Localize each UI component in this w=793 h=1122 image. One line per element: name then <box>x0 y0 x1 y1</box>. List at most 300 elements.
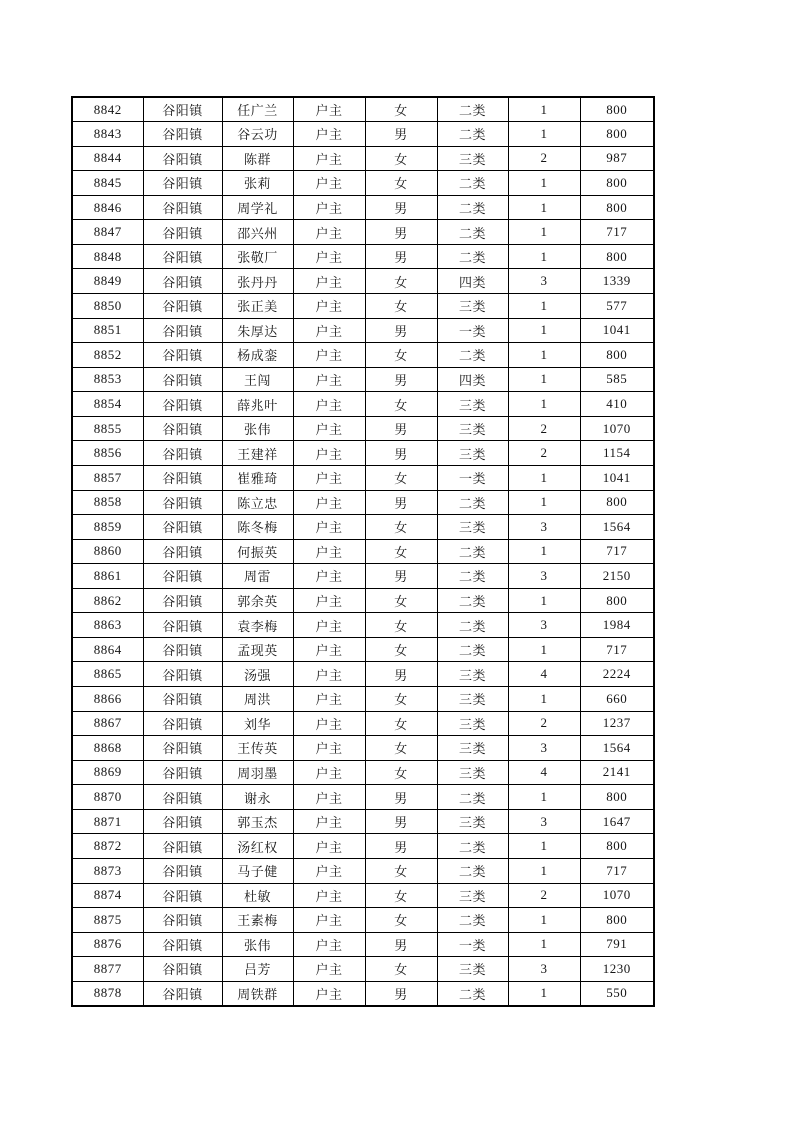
table-row <box>72 539 654 564</box>
table-cell-name: 周学礼 <box>222 195 293 220</box>
table-cell-category: 二类 <box>437 122 508 147</box>
table-cell-amount: 791 <box>580 932 654 957</box>
table-row <box>72 294 654 319</box>
table-row <box>72 465 654 490</box>
table-cell-person-count: 1 <box>508 490 580 515</box>
table-cell-serial-number: 8855 <box>72 416 143 441</box>
table-sheet <box>71 96 655 1007</box>
table-cell-relation-to-head: 户主 <box>293 195 365 220</box>
table-cell-person-count: 3 <box>508 515 580 540</box>
table-cell-relation-to-head: 户主 <box>293 490 365 515</box>
table-cell-category: 二类 <box>437 613 508 638</box>
table-cell-town: 谷阳镇 <box>143 637 222 662</box>
table-cell-amount: 2150 <box>580 564 654 589</box>
table-cell-name: 袁李梅 <box>222 613 293 638</box>
table-cell-relation-to-head: 户主 <box>293 834 365 859</box>
table-cell-amount: 2224 <box>580 662 654 687</box>
table-cell-gender: 男 <box>365 662 437 687</box>
table-cell-category: 二类 <box>437 97 508 122</box>
table-cell-person-count: 3 <box>508 809 580 834</box>
table-cell-category: 四类 <box>437 367 508 392</box>
table-cell-relation-to-head: 户主 <box>293 588 365 613</box>
table-cell-gender: 女 <box>365 539 437 564</box>
table-row <box>72 564 654 589</box>
table-row <box>72 441 654 466</box>
table-cell-amount: 800 <box>580 834 654 859</box>
table-row <box>72 613 654 638</box>
table-cell-town: 谷阳镇 <box>143 343 222 368</box>
table-cell-amount: 800 <box>580 908 654 933</box>
table-cell-town: 谷阳镇 <box>143 294 222 319</box>
table-cell-name: 任广兰 <box>222 97 293 122</box>
table-cell-serial-number: 8860 <box>72 539 143 564</box>
table-cell-relation-to-head: 户主 <box>293 318 365 343</box>
table-cell-relation-to-head: 户主 <box>293 220 365 245</box>
table-row <box>72 637 654 662</box>
table-cell-amount: 1230 <box>580 957 654 982</box>
table-cell-gender: 男 <box>365 809 437 834</box>
table-cell-category: 二类 <box>437 588 508 613</box>
table-row <box>72 392 654 417</box>
table-cell-relation-to-head: 户主 <box>293 662 365 687</box>
table-cell-relation-to-head: 户主 <box>293 981 365 1006</box>
table-cell-name: 张正美 <box>222 294 293 319</box>
table-row <box>72 662 654 687</box>
table-row <box>72 809 654 834</box>
table-cell-amount: 800 <box>580 785 654 810</box>
table-cell-category: 三类 <box>437 957 508 982</box>
table-cell-name: 马子健 <box>222 858 293 883</box>
table-row <box>72 834 654 859</box>
table-cell-category: 三类 <box>437 416 508 441</box>
table-cell-gender: 女 <box>365 760 437 785</box>
table-cell-gender: 女 <box>365 294 437 319</box>
household-subsidy-table <box>71 96 655 1007</box>
table-cell-town: 谷阳镇 <box>143 564 222 589</box>
table-cell-category: 一类 <box>437 465 508 490</box>
table-row <box>72 687 654 712</box>
table-cell-name: 吕芳 <box>222 957 293 982</box>
table-cell-town: 谷阳镇 <box>143 908 222 933</box>
table-cell-category: 二类 <box>437 220 508 245</box>
table-cell-person-count: 3 <box>508 613 580 638</box>
table-cell-category: 三类 <box>437 809 508 834</box>
table-cell-relation-to-head: 户主 <box>293 613 365 638</box>
table-cell-person-count: 1 <box>508 97 580 122</box>
table-cell-person-count: 4 <box>508 760 580 785</box>
table-cell-serial-number: 8845 <box>72 171 143 196</box>
table-cell-amount: 2141 <box>580 760 654 785</box>
table-cell-serial-number: 8854 <box>72 392 143 417</box>
table-cell-relation-to-head: 户主 <box>293 809 365 834</box>
table-row <box>72 367 654 392</box>
table-cell-serial-number: 8875 <box>72 908 143 933</box>
table-cell-relation-to-head: 户主 <box>293 564 365 589</box>
table-cell-relation-to-head: 户主 <box>293 343 365 368</box>
table-cell-serial-number: 8858 <box>72 490 143 515</box>
table-cell-name: 崔雅琦 <box>222 465 293 490</box>
table-cell-town: 谷阳镇 <box>143 613 222 638</box>
table-cell-person-count: 3 <box>508 957 580 982</box>
table-row <box>72 343 654 368</box>
table-cell-serial-number: 8847 <box>72 220 143 245</box>
table-cell-gender: 女 <box>365 687 437 712</box>
table-cell-category: 二类 <box>437 195 508 220</box>
table-cell-person-count: 1 <box>508 908 580 933</box>
table-cell-serial-number: 8848 <box>72 244 143 269</box>
table-cell-town: 谷阳镇 <box>143 97 222 122</box>
table-cell-serial-number: 8857 <box>72 465 143 490</box>
table-cell-town: 谷阳镇 <box>143 465 222 490</box>
table-cell-gender: 男 <box>365 122 437 147</box>
table-cell-category: 三类 <box>437 662 508 687</box>
table-cell-category: 二类 <box>437 343 508 368</box>
table-row <box>72 146 654 171</box>
table-cell-town: 谷阳镇 <box>143 687 222 712</box>
table-cell-town: 谷阳镇 <box>143 760 222 785</box>
table-cell-relation-to-head: 户主 <box>293 244 365 269</box>
table-cell-gender: 女 <box>365 269 437 294</box>
table-cell-name: 陈群 <box>222 146 293 171</box>
table-cell-town: 谷阳镇 <box>143 269 222 294</box>
table-cell-amount: 987 <box>580 146 654 171</box>
table-cell-amount: 1237 <box>580 711 654 736</box>
table-cell-serial-number: 8863 <box>72 613 143 638</box>
table-cell-name: 王素梅 <box>222 908 293 933</box>
table-cell-gender: 男 <box>365 490 437 515</box>
table-row <box>72 318 654 343</box>
table-cell-town: 谷阳镇 <box>143 809 222 834</box>
table-cell-person-count: 1 <box>508 392 580 417</box>
table-cell-relation-to-head: 户主 <box>293 711 365 736</box>
table-cell-category: 三类 <box>437 146 508 171</box>
table-cell-person-count: 1 <box>508 834 580 859</box>
table-row <box>72 711 654 736</box>
table-cell-serial-number: 8852 <box>72 343 143 368</box>
table-cell-amount: 577 <box>580 294 654 319</box>
table-cell-category: 二类 <box>437 908 508 933</box>
table-cell-person-count: 1 <box>508 220 580 245</box>
table-cell-relation-to-head: 户主 <box>293 269 365 294</box>
table-cell-town: 谷阳镇 <box>143 711 222 736</box>
table-cell-relation-to-head: 户主 <box>293 637 365 662</box>
table-cell-category: 三类 <box>437 294 508 319</box>
table-cell-relation-to-head: 户主 <box>293 515 365 540</box>
table-cell-amount: 1041 <box>580 465 654 490</box>
table-cell-serial-number: 8871 <box>72 809 143 834</box>
table-cell-gender: 男 <box>365 416 437 441</box>
table-cell-serial-number: 8865 <box>72 662 143 687</box>
table-cell-amount: 717 <box>580 637 654 662</box>
table-cell-gender: 女 <box>365 736 437 761</box>
table-cell-gender: 男 <box>365 220 437 245</box>
table-row <box>72 220 654 245</box>
table-cell-person-count: 1 <box>508 122 580 147</box>
table-cell-gender: 女 <box>365 343 437 368</box>
table-cell-category: 二类 <box>437 171 508 196</box>
table-cell-gender: 女 <box>365 171 437 196</box>
table-cell-relation-to-head: 户主 <box>293 957 365 982</box>
table-cell-person-count: 1 <box>508 539 580 564</box>
table-cell-amount: 1070 <box>580 883 654 908</box>
table-cell-amount: 585 <box>580 367 654 392</box>
table-cell-gender: 女 <box>365 957 437 982</box>
table-cell-category: 二类 <box>437 858 508 883</box>
table-cell-category: 三类 <box>437 760 508 785</box>
table-row <box>72 416 654 441</box>
table-cell-gender: 男 <box>365 785 437 810</box>
table-cell-category: 二类 <box>437 981 508 1006</box>
table-cell-serial-number: 8869 <box>72 760 143 785</box>
table-row <box>72 97 654 122</box>
table-cell-amount: 800 <box>580 244 654 269</box>
table-cell-town: 谷阳镇 <box>143 441 222 466</box>
table-cell-gender: 男 <box>365 564 437 589</box>
table-cell-name: 朱厚达 <box>222 318 293 343</box>
table-cell-person-count: 2 <box>508 883 580 908</box>
table-cell-gender: 男 <box>365 834 437 859</box>
table-cell-category: 三类 <box>437 736 508 761</box>
table-cell-gender: 女 <box>365 858 437 883</box>
table-cell-relation-to-head: 户主 <box>293 97 365 122</box>
table-cell-category: 三类 <box>437 687 508 712</box>
table-cell-category: 二类 <box>437 490 508 515</box>
table-cell-name: 王闯 <box>222 367 293 392</box>
table-cell-gender: 女 <box>365 588 437 613</box>
table-cell-serial-number: 8866 <box>72 687 143 712</box>
table-cell-relation-to-head: 户主 <box>293 171 365 196</box>
table-cell-serial-number: 8877 <box>72 957 143 982</box>
table-cell-gender: 女 <box>365 613 437 638</box>
table-cell-relation-to-head: 户主 <box>293 392 365 417</box>
table-cell-relation-to-head: 户主 <box>293 858 365 883</box>
table-cell-amount: 800 <box>580 97 654 122</box>
table-cell-amount: 717 <box>580 220 654 245</box>
table-cell-relation-to-head: 户主 <box>293 687 365 712</box>
table-cell-person-count: 1 <box>508 343 580 368</box>
table-cell-category: 一类 <box>437 318 508 343</box>
table-cell-name: 薛兆叶 <box>222 392 293 417</box>
table-cell-serial-number: 8856 <box>72 441 143 466</box>
table-cell-amount: 410 <box>580 392 654 417</box>
table-cell-gender: 女 <box>365 711 437 736</box>
table-cell-name: 王建祥 <box>222 441 293 466</box>
table-cell-town: 谷阳镇 <box>143 244 222 269</box>
table-cell-category: 二类 <box>437 834 508 859</box>
table-row <box>72 269 654 294</box>
table-cell-category: 二类 <box>437 637 508 662</box>
table-cell-town: 谷阳镇 <box>143 932 222 957</box>
table-cell-serial-number: 8844 <box>72 146 143 171</box>
table-cell-relation-to-head: 户主 <box>293 785 365 810</box>
table-cell-gender: 女 <box>365 392 437 417</box>
table-cell-town: 谷阳镇 <box>143 588 222 613</box>
table-cell-serial-number: 8870 <box>72 785 143 810</box>
table-cell-relation-to-head: 户主 <box>293 146 365 171</box>
table-cell-person-count: 1 <box>508 932 580 957</box>
table-cell-gender: 女 <box>365 465 437 490</box>
table-cell-town: 谷阳镇 <box>143 539 222 564</box>
table-cell-amount: 717 <box>580 858 654 883</box>
table-cell-name: 张丹丹 <box>222 269 293 294</box>
table-cell-town: 谷阳镇 <box>143 957 222 982</box>
table-row <box>72 858 654 883</box>
table-cell-town: 谷阳镇 <box>143 736 222 761</box>
table-cell-amount: 1984 <box>580 613 654 638</box>
table-cell-amount: 1339 <box>580 269 654 294</box>
table-cell-town: 谷阳镇 <box>143 367 222 392</box>
table-cell-person-count: 2 <box>508 416 580 441</box>
table-cell-serial-number: 8846 <box>72 195 143 220</box>
table-cell-name: 周雷 <box>222 564 293 589</box>
table-cell-serial-number: 8861 <box>72 564 143 589</box>
table-cell-amount: 800 <box>580 122 654 147</box>
table-body <box>72 97 654 1006</box>
table-cell-town: 谷阳镇 <box>143 146 222 171</box>
table-cell-gender: 男 <box>365 318 437 343</box>
table-cell-town: 谷阳镇 <box>143 122 222 147</box>
table-cell-name: 何振英 <box>222 539 293 564</box>
table-cell-amount: 800 <box>580 343 654 368</box>
table-cell-serial-number: 8868 <box>72 736 143 761</box>
table-cell-town: 谷阳镇 <box>143 981 222 1006</box>
table-cell-relation-to-head: 户主 <box>293 122 365 147</box>
table-cell-amount: 1154 <box>580 441 654 466</box>
table-cell-amount: 660 <box>580 687 654 712</box>
table-cell-relation-to-head: 户主 <box>293 367 365 392</box>
table-row <box>72 490 654 515</box>
table-cell-gender: 女 <box>365 97 437 122</box>
table-cell-amount: 550 <box>580 981 654 1006</box>
table-cell-person-count: 1 <box>508 687 580 712</box>
table-cell-amount: 800 <box>580 588 654 613</box>
table-cell-relation-to-head: 户主 <box>293 294 365 319</box>
table-cell-name: 王传英 <box>222 736 293 761</box>
table-cell-category: 一类 <box>437 932 508 957</box>
table-cell-amount: 1647 <box>580 809 654 834</box>
table-row <box>72 588 654 613</box>
table-cell-amount: 1564 <box>580 515 654 540</box>
table-cell-gender: 女 <box>365 883 437 908</box>
table-cell-amount: 1041 <box>580 318 654 343</box>
table-row <box>72 760 654 785</box>
table-cell-serial-number: 8867 <box>72 711 143 736</box>
table-cell-town: 谷阳镇 <box>143 416 222 441</box>
table-cell-category: 三类 <box>437 392 508 417</box>
table-cell-name: 周羽墨 <box>222 760 293 785</box>
table-cell-relation-to-head: 户主 <box>293 441 365 466</box>
table-cell-category: 二类 <box>437 244 508 269</box>
table-cell-name: 郭余英 <box>222 588 293 613</box>
table-row <box>72 883 654 908</box>
table-cell-name: 张莉 <box>222 171 293 196</box>
table-cell-relation-to-head: 户主 <box>293 883 365 908</box>
table-cell-category: 三类 <box>437 515 508 540</box>
table-cell-category: 二类 <box>437 539 508 564</box>
table-cell-town: 谷阳镇 <box>143 318 222 343</box>
table-cell-relation-to-head: 户主 <box>293 416 365 441</box>
table-cell-name: 郭玉杰 <box>222 809 293 834</box>
table-cell-town: 谷阳镇 <box>143 220 222 245</box>
table-cell-relation-to-head: 户主 <box>293 539 365 564</box>
table-cell-serial-number: 8876 <box>72 932 143 957</box>
table-cell-name: 刘华 <box>222 711 293 736</box>
table-cell-serial-number: 8872 <box>72 834 143 859</box>
table-cell-serial-number: 8878 <box>72 981 143 1006</box>
table-cell-serial-number: 8843 <box>72 122 143 147</box>
table-cell-name: 孟现英 <box>222 637 293 662</box>
table-cell-category: 三类 <box>437 441 508 466</box>
table-cell-gender: 女 <box>365 515 437 540</box>
table-row <box>72 957 654 982</box>
table-cell-person-count: 3 <box>508 736 580 761</box>
table-cell-person-count: 1 <box>508 244 580 269</box>
table-cell-serial-number: 8859 <box>72 515 143 540</box>
table-cell-relation-to-head: 户主 <box>293 465 365 490</box>
table-cell-gender: 男 <box>365 367 437 392</box>
table-cell-amount: 1070 <box>580 416 654 441</box>
table-cell-gender: 女 <box>365 908 437 933</box>
table-cell-amount: 800 <box>580 171 654 196</box>
table-cell-relation-to-head: 户主 <box>293 760 365 785</box>
table-cell-name: 邵兴州 <box>222 220 293 245</box>
table-cell-amount: 800 <box>580 195 654 220</box>
table-cell-person-count: 2 <box>508 711 580 736</box>
table-row <box>72 785 654 810</box>
table-cell-serial-number: 8874 <box>72 883 143 908</box>
table-cell-name: 汤强 <box>222 662 293 687</box>
table-cell-gender: 男 <box>365 981 437 1006</box>
table-cell-town: 谷阳镇 <box>143 834 222 859</box>
table-row <box>72 981 654 1006</box>
table-cell-person-count: 1 <box>508 785 580 810</box>
table-cell-category: 四类 <box>437 269 508 294</box>
table-cell-person-count: 1 <box>508 588 580 613</box>
table-cell-person-count: 4 <box>508 662 580 687</box>
table-row <box>72 932 654 957</box>
table-cell-serial-number: 8842 <box>72 97 143 122</box>
table-cell-name: 周洪 <box>222 687 293 712</box>
table-cell-town: 谷阳镇 <box>143 662 222 687</box>
table-row <box>72 515 654 540</box>
table-cell-name: 周铁群 <box>222 981 293 1006</box>
table-cell-gender: 男 <box>365 932 437 957</box>
table-row <box>72 244 654 269</box>
table-cell-town: 谷阳镇 <box>143 195 222 220</box>
table-cell-category: 二类 <box>437 564 508 589</box>
table-cell-person-count: 1 <box>508 465 580 490</box>
table-row <box>72 171 654 196</box>
table-cell-name: 张敬厂 <box>222 244 293 269</box>
table-cell-person-count: 3 <box>508 564 580 589</box>
table-cell-person-count: 1 <box>508 367 580 392</box>
table-cell-name: 张伟 <box>222 932 293 957</box>
table-cell-serial-number: 8873 <box>72 858 143 883</box>
table-cell-gender: 女 <box>365 637 437 662</box>
table-cell-serial-number: 8849 <box>72 269 143 294</box>
table-cell-name: 张伟 <box>222 416 293 441</box>
table-cell-person-count: 1 <box>508 171 580 196</box>
table-cell-relation-to-head: 户主 <box>293 932 365 957</box>
table-cell-relation-to-head: 户主 <box>293 908 365 933</box>
table-cell-category: 三类 <box>437 711 508 736</box>
table-cell-name: 谷云功 <box>222 122 293 147</box>
table-cell-serial-number: 8862 <box>72 588 143 613</box>
table-cell-town: 谷阳镇 <box>143 883 222 908</box>
table-cell-person-count: 1 <box>508 294 580 319</box>
table-cell-town: 谷阳镇 <box>143 392 222 417</box>
table-cell-person-count: 1 <box>508 981 580 1006</box>
